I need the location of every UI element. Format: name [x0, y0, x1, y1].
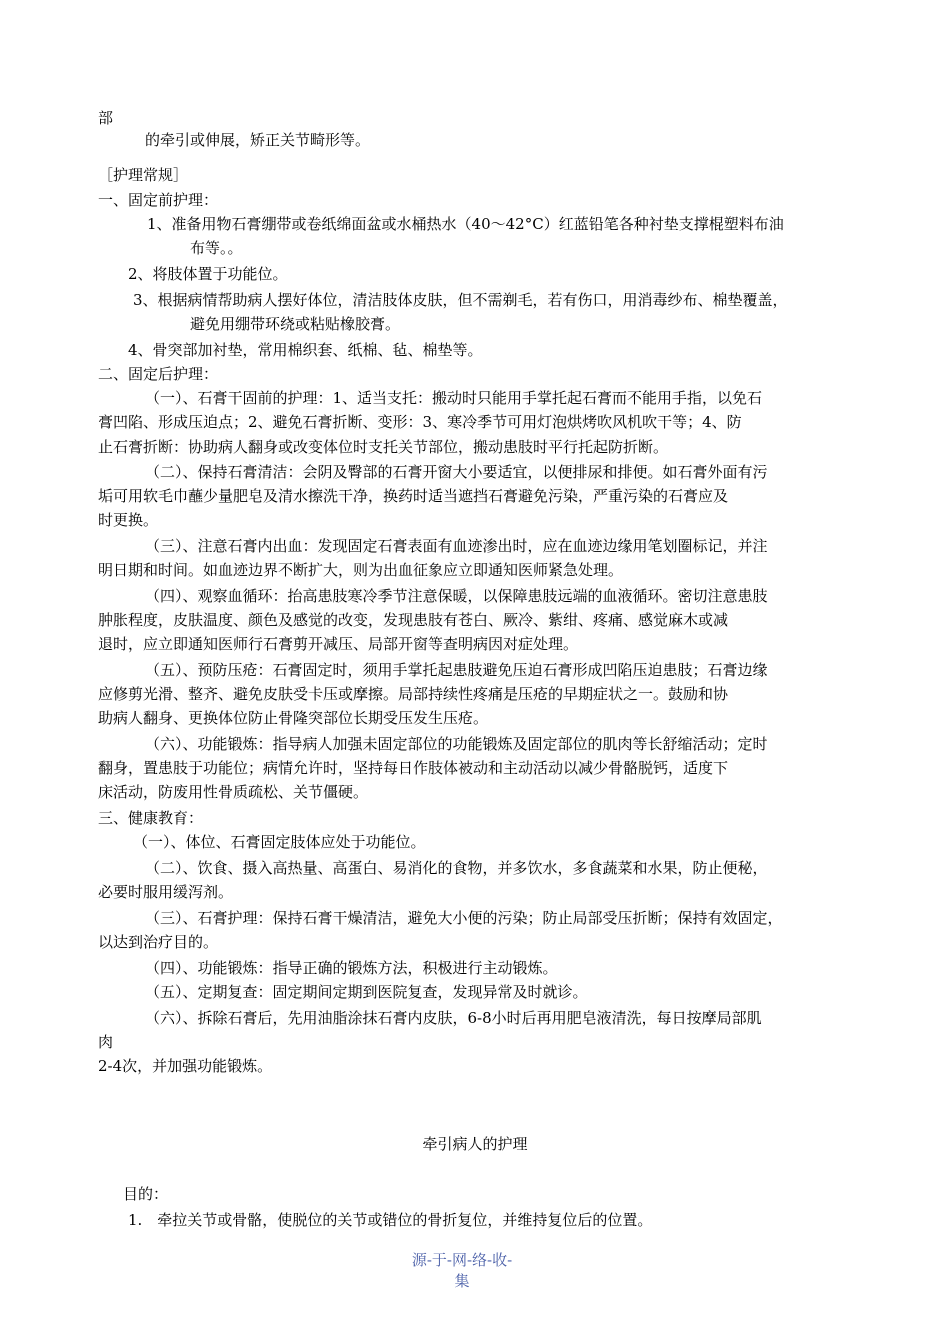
text-line: （二）、饮食、摄入高热量、高蛋白、易消化的食物，并多饮水，多食蔬菜和水果，防止便秘，	[145, 859, 768, 877]
text-line: 3、根据病情帮助病人摆好体位，清洁肢体皮肤，但不需剃毛，若有伤口，用消毒纱布、棉垫覆盖，	[133, 291, 788, 309]
text-line: （五）、预防压疮：石膏固定时，须用手掌托起患肢避免压迫石膏形成凹陷压迫患肢；石膏边缘	[145, 661, 768, 679]
text-line: 床活动，防废用性骨质疏松、关节僵硬。	[98, 783, 369, 801]
text-line: 助病人翻身、更换体位防止骨隆突部位长期受压发生压疮。	[98, 709, 489, 727]
text-line: 肿胀程度，皮肤温度、颜色及感觉的改变，发现患肢有苍白、厥冷、紫绀、疼痛、感觉麻木或减	[98, 611, 729, 629]
text-line: （六）、功能锻炼：指导病人加强未固定部位的功能锻炼及固定部位的肌肉等长舒缩活动；定时	[145, 735, 768, 753]
text-line: 的牵引或伸展，矫正关节畸形等。	[145, 131, 371, 149]
text-line: （三）、石膏护理：保持石膏干燥清洁，避免大小便的污染；防止局部受压折断；保持有效固定，	[145, 909, 783, 927]
text-line: （二）、保持石膏清洁：会阴及臀部的石膏开窗大小要适宜，以便排尿和排便。如石膏外面有污	[145, 463, 768, 481]
text-line: （四）、功能锻炼：指导正确的锻炼方法，积极进行主动锻炼。	[145, 959, 558, 977]
text-line: 明日期和时间。如血迹边界不断扩大，则为出血征象应立即通知医师紧急处理。	[98, 561, 624, 579]
text-line: 应修剪光滑、整齐、避免皮肤受卡压或摩擦。局部持续性疼痛是压疮的早期症状之一。鼓励和协	[98, 685, 729, 703]
text-line: 4、骨突部加衬垫，常用棉织套、纸棉、毡、棉垫等。	[128, 341, 483, 359]
text-line: （四）、观察血循环：抬高患肢寒冷季节注意保暖，以保障患肢远端的血液循环。密切注意患肢	[145, 587, 768, 605]
section-heading: 二、固定后护理：	[98, 365, 219, 383]
text-line: 1、准备用物石膏绷带或卷纸绵面盆或水桶热水（40～42°C）红蓝铅笔各种衬垫支撑棍塑料布油	[147, 215, 784, 233]
text-line: 避免用绷带环绕或粘贴橡胶膏。	[190, 315, 401, 333]
text-line: 1. 牵拉关节或骨骼，使脱位的关节或错位的骨折复位，并维持复位后的位置。	[128, 1211, 653, 1229]
text-line: 膏凹陷、形成压迫点；2、避免石膏折断、变形：3、寒冷季节可用灯泡烘烤吹风机吹干等；4、防	[98, 413, 742, 431]
section-heading: ［护理常规］	[98, 166, 189, 184]
text-line: 以达到治疗目的。	[98, 933, 219, 951]
text-line: （一）、石膏干固前的护理：1、适当支托：搬动时只能用手掌托起石膏而不能用手指，以免石	[145, 389, 763, 407]
footer-watermark-line1: 源-于-网-络-收-	[411, 1251, 513, 1269]
text-line: （五）、定期复查：固定期间定期到医院复查，发现异常及时就诊。	[145, 983, 588, 1001]
text-line: （六）、拆除石膏后，先用油脂涂抹石膏内皮肤，6-8小时后再用肥皂液清洗，每日按摩局部肌	[145, 1009, 762, 1027]
text-line: 肉	[98, 1033, 114, 1051]
page-title: 牵引病人的护理	[422, 1135, 528, 1153]
text-line: 必要时服用缓泻剂。	[98, 883, 234, 901]
text-line: 2、将肢体置于功能位。	[128, 265, 288, 283]
section-heading: 一、固定前护理：	[98, 191, 219, 209]
text-line: 止石膏折断：协助病人翻身或改变体位时支托关节部位，搬动患肢时平行托起防折断。	[98, 438, 669, 456]
section-heading: 三、健康教育：	[98, 809, 204, 827]
footer-watermark-line2: 集	[454, 1272, 470, 1290]
text-line: （三）、注意石膏内出血：发现固定石膏表面有血迹渗出时，应在血迹边缘用笔划圈标记，并注	[145, 537, 768, 555]
text-line: （一）、体位、石膏固定肢体应处于功能位。	[133, 833, 426, 851]
text-line: 退时，应立即通知医师行石膏剪开减压、局部开窗等查明病因对症处理。	[98, 635, 579, 653]
text-line: 垢可用软毛巾蘸少量肥皂及清水擦洗干净，换药时适当遮挡石膏避免污染，严重污染的石膏应及	[98, 487, 729, 505]
text-line: 时更换。	[98, 511, 159, 529]
text-line: 翻身，置患肢于功能位；病情允许时，坚持每日作肢体被动和主动活动以减少骨骼脱钙，适度下	[98, 759, 729, 777]
text-line: 布等。。	[190, 239, 243, 257]
text-line: 目的：	[123, 1185, 169, 1203]
text-line: 2-4次，并加强功能锻炼。	[98, 1057, 273, 1075]
text-line: 部	[98, 109, 114, 127]
